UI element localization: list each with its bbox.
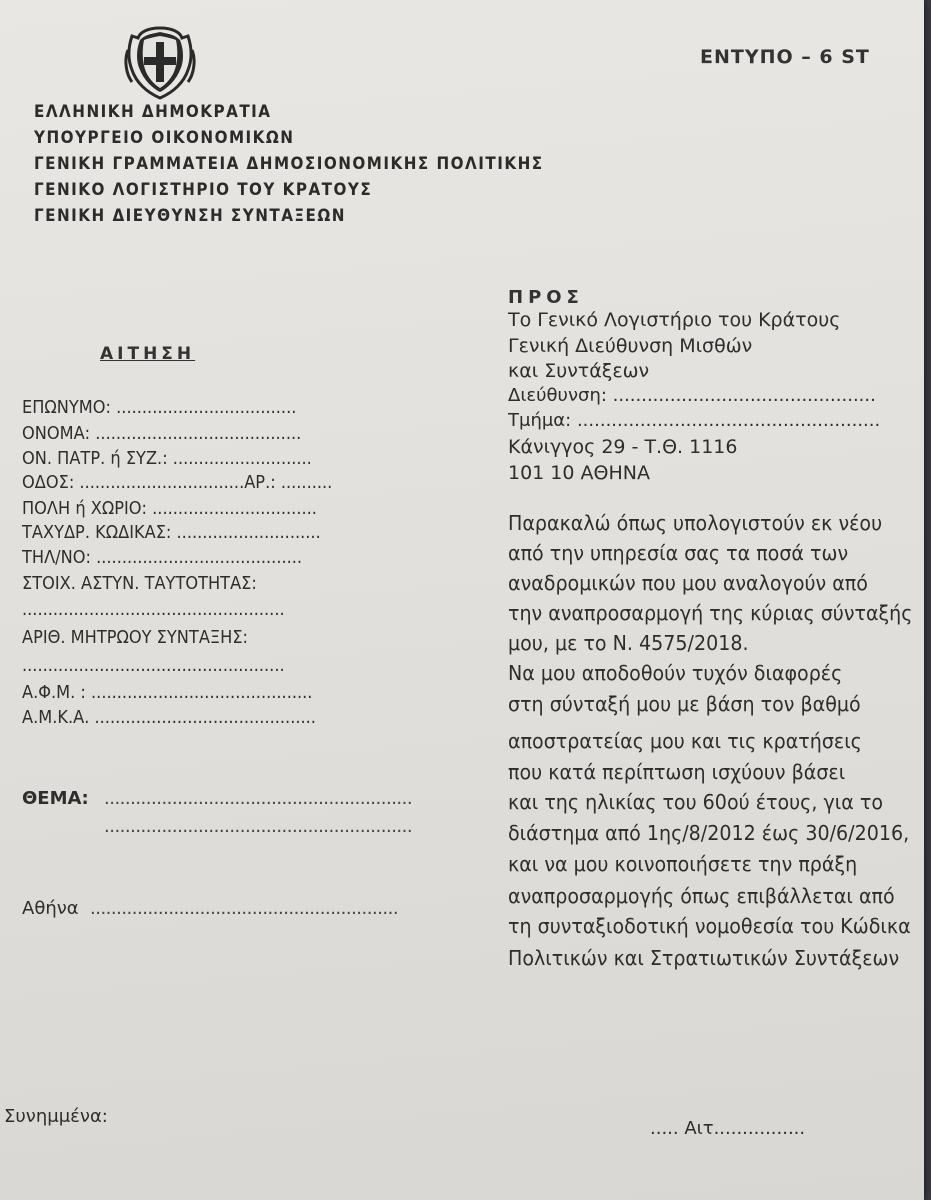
body-line: μου, με το Ν. 4575/2018. bbox=[508, 631, 749, 655]
athens-label: Αθήνα bbox=[22, 898, 79, 919]
field-pension-registry-label: ΑΡΙΘ. ΜΗΤΡΩΟΥ ΣΥΝΤΑΞΗΣ: bbox=[22, 627, 249, 648]
body-line: στη σύνταξή μου με βάση τον βαθμό bbox=[508, 692, 861, 716]
field-tax-id[interactable]: Α.Φ.Μ. : ........................................... bbox=[22, 682, 313, 703]
body-line: αναπροσαρμογής όπως επιβάλλεται από bbox=[508, 884, 895, 908]
header-line-ministry: ΥΠΟΥΡΓΕΙΟ ΟΙΚΟΝΟΜΙΚΩΝ bbox=[34, 128, 295, 147]
body-line: διάστημα από 1ης/8/2012 έως 30/6/2016, bbox=[508, 821, 910, 845]
field-street-number[interactable]: ΟΔΟΣ: ................................ΑΡ.: .......... bbox=[22, 472, 333, 493]
field-phone[interactable]: ΤΗΛ/ΝΟ: ........................................ bbox=[22, 547, 303, 568]
recipient-line-3: και Συντάξεων bbox=[508, 360, 650, 382]
field-surname[interactable]: ΕΠΩΝΥΜΟ: ................................... bbox=[22, 397, 297, 418]
body-line: Πολιτικών και Στρατιωτικών Συντάξεων bbox=[508, 946, 900, 970]
body-line: και να μου κοινοποιήσετε την πράξη bbox=[508, 852, 858, 876]
recipient-address: Κάνιγγος 29 - Τ.Θ. 1116 bbox=[508, 436, 738, 458]
subject-line-2[interactable]: ........................................................... bbox=[104, 816, 413, 837]
field-first-name[interactable]: ΟΝΟΜΑ: ........................................ bbox=[22, 423, 302, 444]
recipient-department-field[interactable]: Τμήμα: ..................................................... bbox=[508, 410, 881, 431]
subject-line-1[interactable]: ........................................................... bbox=[104, 788, 413, 809]
header-line-accounting-office: ΓΕΝΙΚΟ ΛΟΓΙΣΤΗΡΙΟ ΤΟΥ ΚΡΑΤΟΥΣ bbox=[34, 180, 373, 199]
field-id-card-line[interactable]: ................................................... bbox=[22, 599, 285, 620]
body-line: Παρακαλώ όπως υπολογιστούν εκ νέου bbox=[508, 511, 883, 535]
recipient-postal-city: 101 10 ΑΘΗΝΑ bbox=[508, 462, 650, 484]
header-line-secretariat: ΓΕΝΙΚΗ ΓΡΑΜΜΑΤΕΙΑ ΔΗΜΟΣΙΟΝΟΜΙΚΗΣ ΠΟΛΙΤΙΚΗΣ bbox=[34, 154, 544, 173]
body-line: και της ηλικίας του 60ού έτους, για το bbox=[508, 790, 883, 814]
recipient-directorate-field[interactable]: Διεύθυνση: .............................................. bbox=[508, 385, 876, 406]
recipient-line-2: Γενική Διεύθυνση Μισθών bbox=[508, 335, 753, 357]
body-line: την αναπροσαρμογή της κύριας σύνταξής bbox=[508, 601, 913, 625]
application-title: ΑΙΤΗΣΗ bbox=[100, 344, 196, 364]
body-line: αποστρατείας μου και τις κρατήσεις bbox=[508, 729, 862, 753]
field-father-spouse-name[interactable]: ΟΝ. ΠΑΤΡ. ή ΣΥΖ.: ........................... bbox=[22, 448, 312, 469]
field-postal-code[interactable]: ΤΑΧΥΔΡ. ΚΩΔΙΚΑΣ: ............................ bbox=[22, 522, 321, 543]
body-line: αναδρομικών που μου αναλογούν από bbox=[508, 571, 868, 595]
header-line-pensions-directorate: ΓΕΝΙΚΗ ΔΙΕΥΘΥΝΣΗ ΣΥΝΤΑΞΕΩΝ bbox=[34, 206, 346, 225]
greek-coat-of-arms-icon bbox=[118, 20, 202, 104]
recipient-line-1: Το Γενικό Λογιστήριο του Κράτους bbox=[508, 309, 841, 331]
body-line: από την υπηρεσία σας τα ποσά των bbox=[508, 541, 849, 565]
field-id-card-label: ΣΤΟΙΧ. ΑΣΤΥΝ. ΤΑΥΤΟΤΗΤΑΣ: bbox=[22, 573, 257, 594]
athens-date-line[interactable]: ........................................................... bbox=[90, 898, 399, 919]
field-pension-registry-line[interactable]: ................................................... bbox=[22, 655, 285, 676]
body-line: τη συνταξιοδοτική νομοθεσία του Κώδικα bbox=[508, 914, 911, 938]
applicant-signature-line[interactable]: ..... Αιτ................ bbox=[650, 1118, 806, 1139]
header-line-republic: ΕΛΛΗΝΙΚΗ ΔΗΜΟΚΡΑΤΙΑ bbox=[34, 102, 272, 121]
body-line: Να μου αποδοθούν τυχόν διαφορές bbox=[508, 661, 843, 685]
form-code: ΕΝΤΥΠΟ – 6 ST bbox=[700, 46, 870, 68]
field-social-security-number[interactable]: Α.Μ.Κ.Α. ........................................... bbox=[22, 707, 316, 728]
subject-label: ΘΕΜΑ: bbox=[22, 788, 89, 809]
attachments-label: Συνημμένα: bbox=[4, 1106, 108, 1127]
recipient-heading: ΠΡΟΣ bbox=[508, 287, 584, 308]
field-city-village[interactable]: ΠΟΛΗ ή ΧΩΡΙΟ: ................................ bbox=[22, 498, 317, 519]
body-line: που κατά περίπτωση ισχύουν βάσει bbox=[508, 760, 846, 784]
